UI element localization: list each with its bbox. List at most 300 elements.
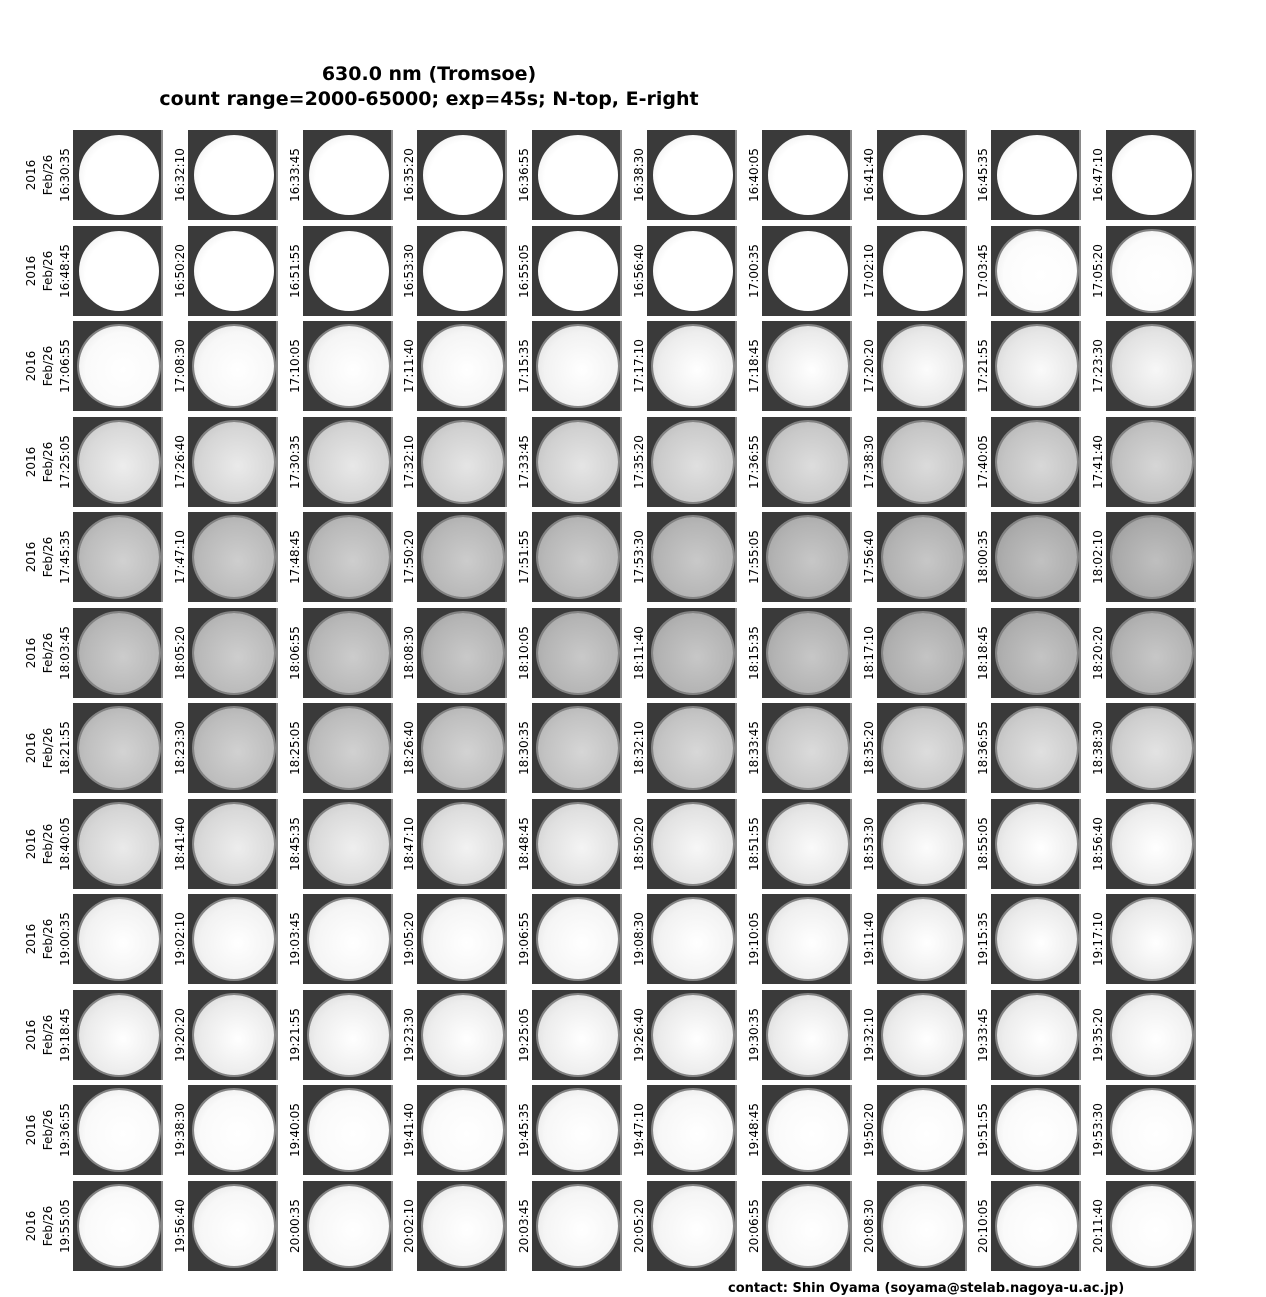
allsky-frame <box>647 512 737 602</box>
frame-axis-tick <box>161 417 163 507</box>
frame-time-label: 18:26:40 <box>402 721 416 775</box>
frame-time-label: 19:17:10 <box>1091 912 1105 966</box>
allsky-disk <box>194 422 274 502</box>
frame-axis-tick <box>965 990 967 1080</box>
allsky-disk <box>653 517 733 597</box>
frame-axis-tick <box>620 226 622 316</box>
allsky-frame <box>73 512 163 602</box>
allsky-disk <box>653 804 733 884</box>
frame-axis-tick <box>1194 321 1196 411</box>
allsky-frame <box>991 1085 1081 1175</box>
frame-time-label: 19:36:55 <box>58 1103 72 1157</box>
allsky-frame <box>877 990 967 1080</box>
allsky-disk <box>309 1186 389 1266</box>
allsky-frame <box>303 512 393 602</box>
allsky-frame <box>877 703 967 793</box>
frame-axis-tick <box>505 512 507 602</box>
allsky-disk <box>1112 1186 1192 1266</box>
allsky-disk <box>79 1186 159 1266</box>
frame-time-label: 16:50:20 <box>173 244 187 298</box>
frame-axis-tick <box>276 1085 278 1175</box>
frame-time-label: 19:55:05 <box>58 1199 72 1253</box>
allsky-frame <box>532 512 622 602</box>
frame-time-label: 17:26:40 <box>173 435 187 489</box>
frame-time-label: 19:06:55 <box>517 912 531 966</box>
allsky-frame <box>877 321 967 411</box>
frame-axis-tick <box>620 894 622 984</box>
frame-time-label: 16:53:30 <box>402 244 416 298</box>
allsky-disk <box>653 1186 733 1266</box>
allsky-disk <box>883 1090 963 1170</box>
allsky-disk <box>768 899 848 979</box>
allsky-disk <box>768 1090 848 1170</box>
allsky-disk <box>79 231 159 311</box>
allsky-frame <box>991 512 1081 602</box>
allsky-disk <box>309 231 389 311</box>
allsky-frame <box>647 799 737 889</box>
frame-time-label: 18:51:55 <box>747 817 761 871</box>
allsky-frame <box>73 703 163 793</box>
allsky-disk <box>309 1090 389 1170</box>
allsky-disk <box>997 517 1077 597</box>
allsky-frame <box>877 417 967 507</box>
frame-time-label: 18:40:05 <box>58 817 72 871</box>
allsky-disk <box>423 613 503 693</box>
frame-axis-tick <box>965 608 967 698</box>
frame-time-label: 18:06:55 <box>288 626 302 680</box>
allsky-disk <box>1112 899 1192 979</box>
frame-axis-tick <box>391 1085 393 1175</box>
frame-axis-tick <box>850 799 852 889</box>
frame-axis-tick <box>735 608 737 698</box>
frame-time-label: 19:00:35 <box>58 912 72 966</box>
frame-time-label: 19:33:45 <box>976 1008 990 1062</box>
allsky-frame <box>532 226 622 316</box>
allsky-frame <box>532 799 622 889</box>
frame-axis-tick <box>1079 894 1081 984</box>
frame-axis-tick <box>620 130 622 220</box>
allsky-disk <box>997 1090 1077 1170</box>
frame-axis-tick <box>965 417 967 507</box>
allsky-disk <box>423 995 503 1075</box>
allsky-disk <box>79 517 159 597</box>
frame-time-label: 18:23:30 <box>173 721 187 775</box>
allsky-frame <box>762 703 852 793</box>
allsky-disk <box>1112 135 1192 215</box>
allsky-disk <box>1112 326 1192 406</box>
frame-time-label: 18:17:10 <box>862 626 876 680</box>
frame-axis-tick <box>161 512 163 602</box>
allsky-frame <box>73 1085 163 1175</box>
frame-axis-tick <box>505 894 507 984</box>
frame-time-label: 17:17:10 <box>632 339 646 393</box>
frame-time-label: 19:20:20 <box>173 1008 187 1062</box>
frame-date-label: Feb/26 <box>41 1014 55 1056</box>
frame-time-label: 16:33:45 <box>288 148 302 202</box>
allsky-frame <box>1106 130 1196 220</box>
frame-axis-tick <box>620 417 622 507</box>
frame-time-label: 17:53:30 <box>632 530 646 584</box>
frame-time-label: 19:15:35 <box>976 912 990 966</box>
allsky-disk <box>538 326 618 406</box>
allsky-disk <box>653 708 733 788</box>
allsky-disk <box>653 613 733 693</box>
allsky-frame <box>762 226 852 316</box>
frame-time-label: 19:56:40 <box>173 1199 187 1253</box>
allsky-disk <box>309 517 389 597</box>
frame-time-label: 19:25:05 <box>517 1008 531 1062</box>
frame-time-label: 16:47:10 <box>1091 148 1105 202</box>
figure-title: 630.0 nm (Tromsoe) <box>321 63 537 85</box>
frame-time-label: 18:53:30 <box>862 817 876 871</box>
frame-axis-tick <box>1194 990 1196 1080</box>
frame-axis-tick <box>850 894 852 984</box>
allsky-disk <box>1112 231 1192 311</box>
allsky-disk <box>997 231 1077 311</box>
allsky-frame <box>417 1085 507 1175</box>
frame-axis-tick <box>850 703 852 793</box>
allsky-frame <box>991 226 1081 316</box>
allsky-disk <box>309 708 389 788</box>
frame-axis-tick <box>276 321 278 411</box>
allsky-disk <box>1112 708 1192 788</box>
frame-axis-tick <box>735 512 737 602</box>
frame-axis-tick <box>1079 608 1081 698</box>
frame-time-label: 19:18:45 <box>58 1008 72 1062</box>
frame-axis-tick <box>1079 226 1081 316</box>
frame-time-label: 19:53:30 <box>1091 1103 1105 1157</box>
frame-time-label: 17:21:55 <box>976 339 990 393</box>
frame-date-label: Feb/26 <box>41 727 55 769</box>
frame-time-label: 20:11:40 <box>1091 1199 1105 1253</box>
allsky-disk <box>538 899 618 979</box>
frame-time-label: 17:35:20 <box>632 435 646 489</box>
frame-axis-tick <box>620 1085 622 1175</box>
frame-time-label: 19:38:30 <box>173 1103 187 1157</box>
allsky-frame <box>1106 512 1196 602</box>
allsky-disk <box>653 995 733 1075</box>
allsky-disk <box>653 422 733 502</box>
allsky-disk <box>768 613 848 693</box>
frame-axis-tick <box>391 799 393 889</box>
allsky-disk <box>423 1090 503 1170</box>
allsky-disk <box>194 135 274 215</box>
frame-year-label: 2016 <box>24 255 38 287</box>
frame-axis-tick <box>161 1085 163 1175</box>
frame-time-label: 17:05:20 <box>1091 244 1105 298</box>
frame-axis-tick <box>505 130 507 220</box>
frame-axis-tick <box>1194 417 1196 507</box>
frame-time-label: 18:10:05 <box>517 626 531 680</box>
frame-year-label: 2016 <box>24 1019 38 1051</box>
allsky-disk <box>538 804 618 884</box>
allsky-frame <box>188 894 278 984</box>
allsky-frame <box>877 226 967 316</box>
allsky-frame <box>188 226 278 316</box>
allsky-disk <box>309 135 389 215</box>
allsky-frame <box>303 321 393 411</box>
frame-time-label: 19:05:20 <box>402 912 416 966</box>
allsky-disk <box>653 231 733 311</box>
allsky-frame <box>762 1085 852 1175</box>
frame-time-label: 18:11:40 <box>632 626 646 680</box>
allsky-disk <box>883 231 963 311</box>
allsky-disk <box>538 422 618 502</box>
allsky-frame <box>417 417 507 507</box>
allsky-disk <box>423 135 503 215</box>
frame-time-label: 18:41:40 <box>173 817 187 871</box>
allsky-disk <box>194 804 274 884</box>
allsky-disk <box>538 708 618 788</box>
frame-time-label: 19:08:30 <box>632 912 646 966</box>
frame-date-label: Feb/26 <box>41 536 55 578</box>
frame-axis-tick <box>1194 894 1196 984</box>
frame-time-label: 19:10:05 <box>747 912 761 966</box>
allsky-frame <box>417 608 507 698</box>
frame-axis-tick <box>620 990 622 1080</box>
frame-axis-tick <box>505 703 507 793</box>
allsky-disk <box>79 1090 159 1170</box>
allsky-disk <box>768 135 848 215</box>
frame-time-label: 18:36:55 <box>976 721 990 775</box>
allsky-disk <box>883 1186 963 1266</box>
frame-year-label: 2016 <box>24 159 38 191</box>
frame-time-label: 20:08:30 <box>862 1199 876 1253</box>
allsky-disk <box>997 899 1077 979</box>
frame-time-label: 17:36:55 <box>747 435 761 489</box>
frame-time-label: 19:45:35 <box>517 1103 531 1157</box>
frame-axis-tick <box>276 703 278 793</box>
frame-axis-tick <box>505 321 507 411</box>
frame-axis-tick <box>1194 799 1196 889</box>
allsky-frame <box>532 990 622 1080</box>
allsky-frame <box>762 1181 852 1271</box>
allsky-frame <box>417 894 507 984</box>
frame-time-label: 19:02:10 <box>173 912 187 966</box>
allsky-disk <box>997 708 1077 788</box>
allsky-disk <box>194 326 274 406</box>
allsky-frame <box>877 512 967 602</box>
allsky-frame <box>532 894 622 984</box>
allsky-disk <box>1112 422 1192 502</box>
frame-time-label: 19:50:20 <box>862 1103 876 1157</box>
frame-time-label: 19:48:45 <box>747 1103 761 1157</box>
frame-axis-tick <box>620 1181 622 1271</box>
allsky-frame <box>417 130 507 220</box>
allsky-frame <box>762 512 852 602</box>
frame-time-label: 18:15:35 <box>747 626 761 680</box>
allsky-disk <box>79 708 159 788</box>
frame-time-label: 16:38:30 <box>632 148 646 202</box>
allsky-frame <box>188 512 278 602</box>
frame-axis-tick <box>505 226 507 316</box>
allsky-disk <box>309 422 389 502</box>
allsky-frame <box>303 1181 393 1271</box>
allsky-frame <box>991 130 1081 220</box>
frame-axis-tick <box>276 417 278 507</box>
frame-axis-tick <box>391 608 393 698</box>
allsky-disk <box>79 422 159 502</box>
frame-axis-tick <box>735 799 737 889</box>
allsky-frame <box>1106 417 1196 507</box>
frame-axis-tick <box>161 799 163 889</box>
frame-time-label: 16:45:35 <box>976 148 990 202</box>
frame-time-label: 19:47:10 <box>632 1103 646 1157</box>
allsky-frame <box>1106 894 1196 984</box>
allsky-frame <box>762 799 852 889</box>
allsky-frame <box>877 1181 967 1271</box>
allsky-frame <box>991 894 1081 984</box>
allsky-disk <box>79 995 159 1075</box>
allsky-disk <box>423 708 503 788</box>
frame-axis-tick <box>735 990 737 1080</box>
frame-time-label: 17:47:10 <box>173 530 187 584</box>
allsky-frame <box>647 703 737 793</box>
allsky-disk <box>538 1090 618 1170</box>
allsky-frame <box>73 608 163 698</box>
frame-time-label: 17:20:20 <box>862 339 876 393</box>
frame-axis-tick <box>1079 417 1081 507</box>
allsky-disk <box>1112 804 1192 884</box>
frame-time-label: 17:25:05 <box>58 435 72 489</box>
frame-axis-tick <box>965 512 967 602</box>
allsky-disk <box>997 613 1077 693</box>
frame-axis-tick <box>620 321 622 411</box>
allsky-disk <box>768 326 848 406</box>
allsky-frame <box>877 799 967 889</box>
frame-time-label: 17:50:20 <box>402 530 416 584</box>
frame-time-label: 20:03:45 <box>517 1199 531 1253</box>
allsky-disk <box>79 899 159 979</box>
allsky-frame <box>1106 226 1196 316</box>
allsky-disk <box>194 231 274 311</box>
frame-time-label: 17:11:40 <box>402 339 416 393</box>
frame-time-label: 20:00:35 <box>288 1199 302 1253</box>
allsky-frame <box>188 1181 278 1271</box>
frame-time-label: 18:25:05 <box>288 721 302 775</box>
frame-axis-tick <box>161 321 163 411</box>
frame-time-label: 16:32:10 <box>173 148 187 202</box>
frame-axis-tick <box>391 226 393 316</box>
frame-time-label: 17:23:30 <box>1091 339 1105 393</box>
frame-axis-tick <box>161 608 163 698</box>
frame-axis-tick <box>850 1085 852 1175</box>
frame-axis-tick <box>276 1181 278 1271</box>
frame-axis-tick <box>276 130 278 220</box>
allsky-frame <box>1106 1181 1196 1271</box>
allsky-frame <box>73 130 163 220</box>
frame-time-label: 18:20:20 <box>1091 626 1105 680</box>
allsky-frame <box>991 608 1081 698</box>
allsky-disk <box>883 899 963 979</box>
frame-axis-tick <box>276 608 278 698</box>
frame-time-label: 17:56:40 <box>862 530 876 584</box>
frame-time-label: 17:40:05 <box>976 435 990 489</box>
frame-time-label: 18:00:35 <box>976 530 990 584</box>
frame-axis-tick <box>735 894 737 984</box>
frame-axis-tick <box>965 799 967 889</box>
frame-time-label: 17:08:30 <box>173 339 187 393</box>
frame-axis-tick <box>161 703 163 793</box>
allsky-frame <box>188 321 278 411</box>
frame-axis-tick <box>391 512 393 602</box>
frame-time-label: 20:05:20 <box>632 1199 646 1253</box>
frame-axis-tick <box>391 130 393 220</box>
frame-axis-tick <box>1079 1085 1081 1175</box>
contact-note: contact: Shin Oyama (soyama@stelab.nagoya-u.ac.jp) <box>728 1281 1125 1296</box>
allsky-disk <box>1112 1090 1192 1170</box>
frame-axis-tick <box>161 990 163 1080</box>
frame-time-label: 17:33:45 <box>517 435 531 489</box>
frame-axis-tick <box>850 226 852 316</box>
allsky-frame <box>188 608 278 698</box>
frame-time-label: 16:55:05 <box>517 244 531 298</box>
allsky-frame <box>532 1085 622 1175</box>
frame-time-label: 18:08:30 <box>402 626 416 680</box>
allsky-disk <box>883 517 963 597</box>
frame-time-label: 18:47:10 <box>402 817 416 871</box>
frame-axis-tick <box>965 130 967 220</box>
frame-axis-tick <box>620 703 622 793</box>
allsky-frame <box>647 226 737 316</box>
frame-axis-tick <box>391 321 393 411</box>
allsky-disk <box>768 1186 848 1266</box>
frame-axis-tick <box>735 1181 737 1271</box>
allsky-disk <box>653 326 733 406</box>
allsky-frame <box>1106 321 1196 411</box>
frame-axis-tick <box>276 226 278 316</box>
allsky-frame <box>877 130 967 220</box>
allsky-frame <box>188 703 278 793</box>
frame-time-label: 19:26:40 <box>632 1008 646 1062</box>
frame-time-label: 16:30:35 <box>58 148 72 202</box>
frame-axis-tick <box>1079 512 1081 602</box>
frame-axis-tick <box>1079 799 1081 889</box>
frame-time-label: 17:30:35 <box>288 435 302 489</box>
frame-time-label: 19:03:45 <box>288 912 302 966</box>
frame-time-label: 18:38:30 <box>1091 721 1105 775</box>
allsky-frame <box>991 703 1081 793</box>
frame-time-label: 19:35:20 <box>1091 1008 1105 1062</box>
allsky-disk <box>768 231 848 311</box>
allsky-disk <box>538 995 618 1075</box>
frame-axis-tick <box>391 703 393 793</box>
allsky-frame <box>991 1181 1081 1271</box>
frame-axis-tick <box>1194 1085 1196 1175</box>
allsky-disk <box>309 326 389 406</box>
allsky-frame <box>877 1085 967 1175</box>
frame-axis-tick <box>391 417 393 507</box>
frame-axis-tick <box>850 512 852 602</box>
allsky-frame <box>188 990 278 1080</box>
allsky-frame <box>647 990 737 1080</box>
allsky-frame <box>762 417 852 507</box>
allsky-frame <box>532 1181 622 1271</box>
allsky-disk <box>423 899 503 979</box>
allsky-frame <box>417 321 507 411</box>
frame-axis-tick <box>161 226 163 316</box>
allsky-disk <box>1112 995 1192 1075</box>
frame-time-label: 19:51:55 <box>976 1103 990 1157</box>
frame-time-label: 16:48:45 <box>58 244 72 298</box>
allsky-frame <box>991 417 1081 507</box>
figure-subtitle: count range=2000-65000; exp=45s; N-top, E-right <box>159 88 699 110</box>
frame-axis-tick <box>965 703 967 793</box>
frame-axis-tick <box>505 608 507 698</box>
frame-axis-tick <box>1079 321 1081 411</box>
frame-axis-tick <box>276 990 278 1080</box>
allsky-disk <box>194 899 274 979</box>
